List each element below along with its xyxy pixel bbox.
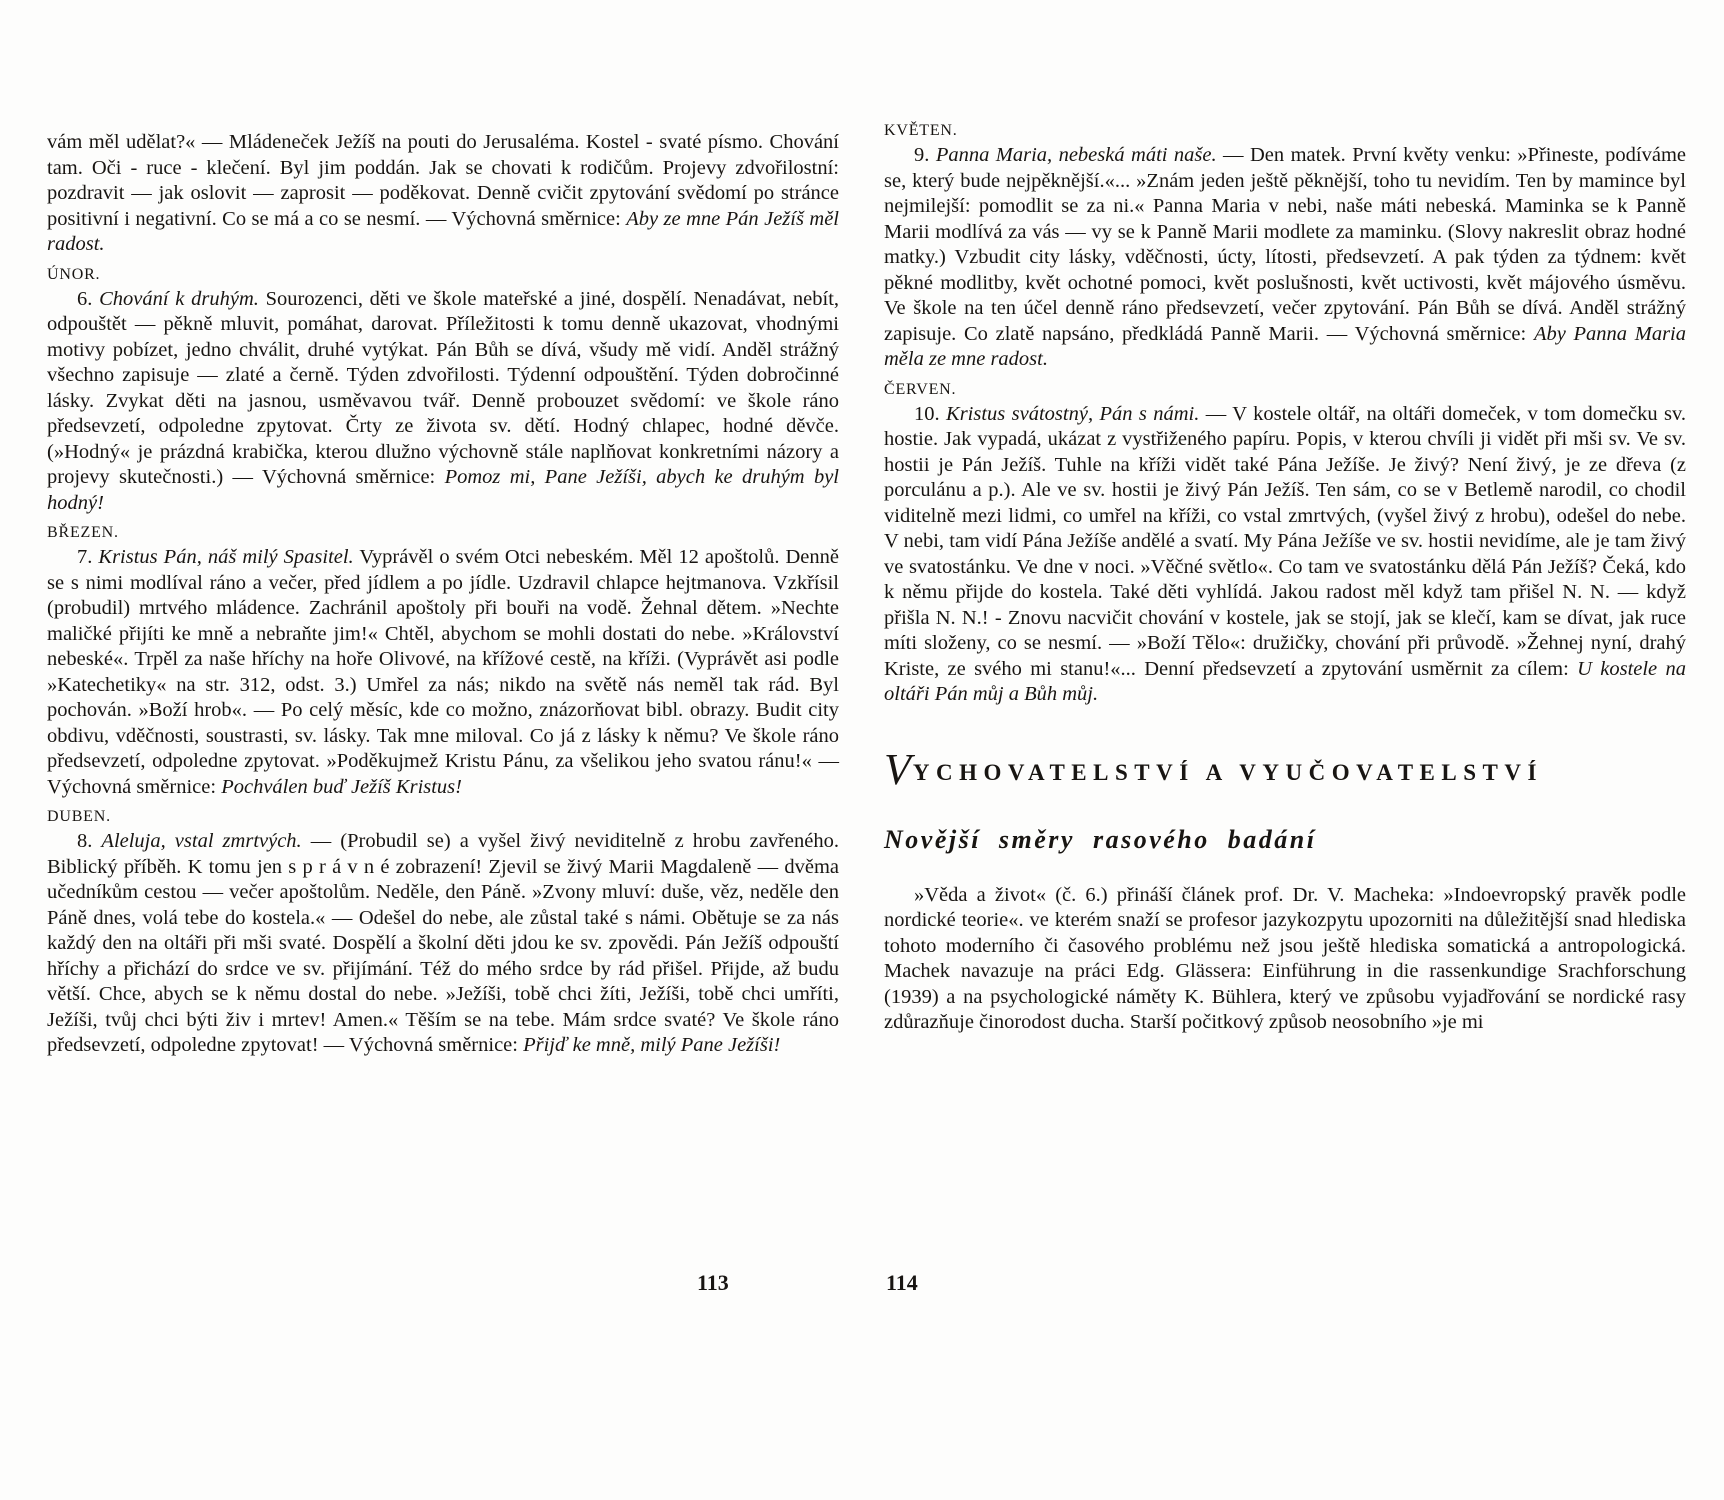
text-segment: Panna Maria, nebeská máti naše. (935, 144, 1217, 166)
article-title: Novější směry rasového badání (884, 824, 1317, 854)
paragraph-january-continuation (47, 130, 839, 258)
text-segment: 9. (914, 144, 936, 166)
text-segment: Aby ze mne Pán Ježíš měl radost. (47, 207, 839, 255)
text-segment: »Věda a život« (č. 6.) přináší článek prof. Dr. V. Macheka: »Indoevropský pravěk podle nordické teorie«. ve kterém snaží se profesor jazykozpytu upozorniti na důležitější snad hlediska tohoto moderního či časového problému než jsou ještě hlediska somatická a antropologická. Machek navazuje na práci Edg. Glässera: Einführung in die rassenkundige Srachforschung (1939) a na psychologické náměty K. Bühlera, který ve způsobu vyjadřování se nordické rasy zdůrazňuje činorodost ducha. Starší počitkový způsob neosobního »je mi (884, 883, 1686, 1033)
month-heading-duben: DUBEN. (47, 808, 111, 825)
text-segment: — V kostele oltář, na oltáři domeček, v tom domečku sv. hostie. Jak vypadá, ukázat z vystřiženého papíru. Popis, v kterou chvíli ji vidět při mši sv. Ve sv. hostii je Pán Ježíš. Tuhle na kříži vidět také Pána Ježíše. Je živý? Není živý, je ze dřeva (z porculánu a p.). Ale ve sv. hostii je živý Pán Ježíš. Ten sám, co se v Betlemě narodil, co chodil viditelně mezi lidmi, co umřel na kříži, co vstal zmrtvých, (vyšel živý z hrobu), odešel do nebe. V nebi, tam vidí Pána Ježíše andělé a svatí. My Pána Ježíše ve sv. hostii nevidíme, ale je tam živý ve svatostánku. Ve dne v noci. »Věčné světlo«. Co tam ve svatostánku dělá Pán Ježíš? Čeká, kdo k němu přijde do kostela. Také děti vyhlídá. Jakou radost měl když tam přišel N. N. — když přišla N. N.! - Znovu nacvičit chování v kostele, jak se stojí, jak se klečí, kam se dívat, jak ruce míti složeny, co se nesmí. — »Boží Tělo«: družičky, chování při průvodě. »Žehnej nyní, drahý Kriste, ze svého mi stanu!«... Denní předsevzetí a zpytování usměrnit za cílem: (884, 402, 1687, 680)
paragraph-june (884, 402, 1686, 708)
text-segment: — Den matek. První květy venku: »Přineste, podíváme se, který bude nejpěknější.«... »Znám jeden ještě pěknější, toho tu nevidím. Ten by mamince byl nejmilejší: pomodlit se za ni.« Panna Maria v nebi, naše máti nebeská. Maminka se k Panně Marii modlívá za vás — vy se k Panně Marii modlete za maminku. (Slovy nakreslit obraz hodné matky.) Vzbudit city lásky, vděčnosti, úcty, lítosti, předsevzetí. A pak týden za týdnem: květ pěkné modlitby, květ ochotné pomoci, květ poslušnosti, květ uctivosti, květ májového úsměvu. Ve škole na ten účel denně ráno předsevzetí, večer zpytování. Pán Bůh se dívá. Anděl strážný zapisuje. Co zlatě napsáno, předkládá Panně Marii. — Výchovná směrnice: (884, 144, 1686, 345)
paragraph-april (47, 829, 839, 1059)
text-segment: Pochválen buď Ježíš Kristus! (221, 775, 462, 798)
month-heading-cerven: ČERVEN. (884, 380, 957, 398)
page-number-right: 114 (886, 1270, 918, 1295)
paragraph-march (47, 545, 839, 800)
text-segment: Aby Panna Maria měla ze mne radost. (884, 322, 1686, 370)
text-segment: 7. (77, 546, 99, 568)
section-title-rest: YCHOVATELSTVÍ A VYUČOVATELSTVÍ (912, 759, 1543, 785)
text-segment: 8. (77, 830, 102, 852)
text-segment: Pomoz mi, Pane Ježíši, abych ke druhým byl hodný! (47, 466, 839, 514)
month-heading-unor: ÚNOR. (47, 265, 101, 283)
section-title (884, 744, 1686, 795)
text-segment: vám měl udělat?« — Mládeneček Ježíš na pouti do Jerusaléma. Kostel - svaté písmo. Chování tam. Oči - ruce - klečení. Byl jim poddán. Jak se chovati k rodičům. Projevy zdvořilostní: pozdravit — jak oslovit — zaprosit — poděkovat. Denně cvičit zpytování svědomí po stránce positivní i negativní. Co se má a co se nesmí. — Výchovná směrnice: (47, 131, 839, 230)
text-segment: 6. (77, 287, 100, 310)
month-heading-kveten: KVĚTEN. (884, 122, 958, 139)
text-segment: Aleluja, vstal zmrtvých. (101, 830, 302, 852)
page-number-left: 113 (697, 1270, 729, 1295)
text-segment: Kristus Pán, náš milý Spasitel. (98, 546, 354, 568)
paragraph-february (47, 287, 839, 517)
text-segment: Přijď ke mně, milý Pane Ježíši! (523, 1034, 781, 1056)
month-heading-brezen: BŘEZEN. (47, 524, 119, 541)
paragraph-article-intro (884, 883, 1686, 1036)
text-segment: Kristus svátostný, Pán s námi. (946, 402, 1200, 425)
text-segment: — (Probudil se) a vyšel živý neviditelně z hrobu zavřeného. Biblický příběh. K tomu jen s p r á v n é zobrazení! Zjevil se živý Marii Magdaleně — dvěma učedníkům cestou — večer apoštolům. Neděle, den Páně. »Zvony mluví: duše, věz, neděle den Páně dnes, volá tebe do kostela.« — Odešel do nebe, ale zůstal také s námi. Obětuje se za nás každý den na oltáři při mši svaté. Dospělí a školní děti jdou ke sv. zpovědi. Pán Ježíš odpouští hříchy a přichází do srdce ve sv. přijímání. Též do mého srdce by rád přišel. Přijde, až budu větší. Chce, abych se k němu dostal do nebe. »Ježíši, tobě chci žíti, Ježíši, tobě chci umříti, Ježíši, tvůj chci býti živ i mrtev! Amen.« Těším se na tebe. Mám srdce svaté? Ve škole ráno předsevzetí, odpoledne zpytovat! — Výchovná směrnice: (47, 830, 839, 1056)
text-segment: U kostele na oltáři Pán můj a Bůh můj. (884, 657, 1686, 705)
text-segment: Sourozenci, děti ve škole mateřské a jiné, dospělí. Nenadávat, nebít, odpouštět — pěkně mluvit, pomáhat, darovat. Příležitosti k tomu denně ukazovat, vhodnými motivy pobízet, jedno chválit, druhé vytýkat. Pán Bůh se dívá, všudy mě vidí. Anděl strážný všechno zapisuje — zlaté a černě. Týden zdvořilosti. Týdenní odpouštění. Týden dobročinné lásky. Zvykat děti na jasnou, usměvavou tvář. Denně probouzet svědomí: ve škole ráno předsevzetí, odpoledne zpytovat. Črty ze života sv. dětí. Hodný chlapec, hodné děvče. (»Hodný« je prázdná krabička, kterou dlužno výchovně stále naplňovat konkretními názory a projevy skutečnosti.) — Výchovná směrnice: (47, 287, 840, 488)
left-column (47, 130, 839, 1059)
text-segment: Chování k druhým. (99, 287, 259, 310)
right-column (884, 122, 1686, 1036)
paragraph-may (884, 143, 1686, 373)
section-title-initial: V (884, 744, 911, 794)
text-segment: Vyprávěl o svém Otci nebeském. Měl 12 apoštolů. Denně se s nimi modlíval ráno a večer, před jídlem a po jídle. Uzdravil chlapce hejtmanova. Vzkřísil (probudil) mrtvého mládence. Zachránil apoštoly při bouři na vodě. Žehnal dětem. »Nechte maličké přijíti ke mně a nebraňte jim!« Chtěl, abychom se mohli dostati do nebe. »Království nebeské«. Trpěl za naše hříchy na hoře Olivové, na křížové cestě, na kříži. (Vyprávět asi podle »Katechetiky« na str. 312, odst. 3.) Umřel za nás; nikdo na světě nás neměl tak rád. Byl pochován. »Boží hrob«. — Po celý měsíc, kde co možno, znázorňovat bibl. obrazy. Budit city obdivu, vděčnosti, soustrasti, sv. lásky. Tak mne miloval. Co já z lásky k němu? Ve škole ráno předsevzetí, odpoledne zpytovat. »Poděkujmež Kristu Pánu, za všelikou jeho svatou ránu!« — Výchovná směrnice: (47, 546, 839, 798)
text-segment: 10. (914, 402, 947, 425)
